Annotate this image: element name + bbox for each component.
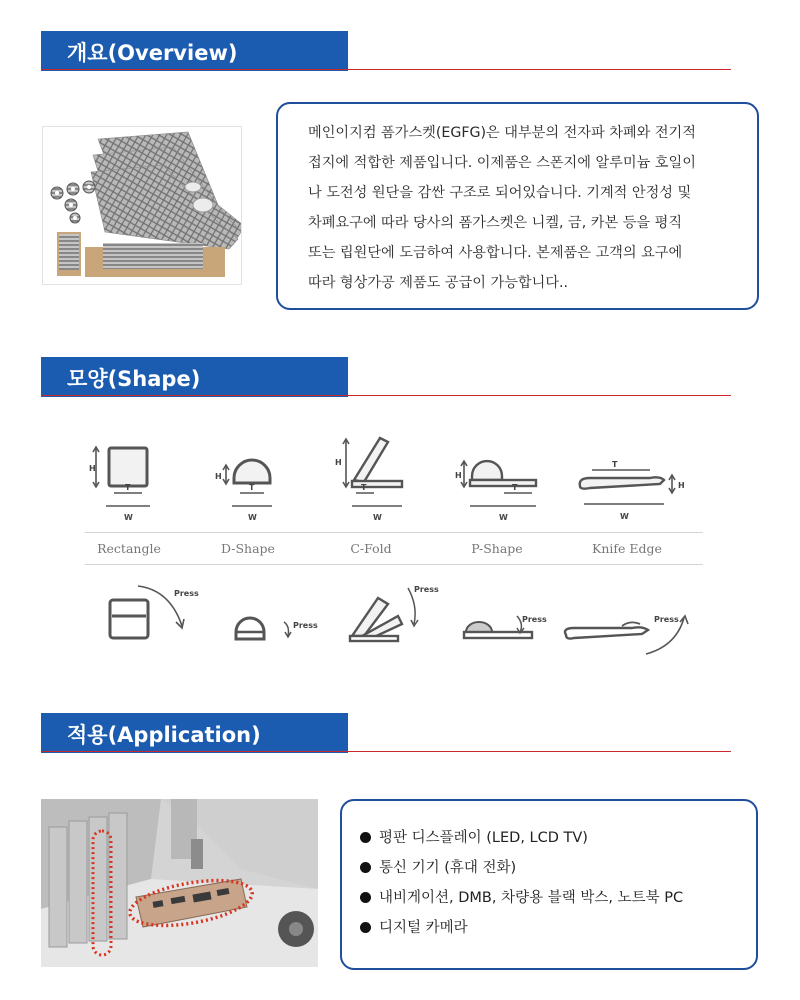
svg-text:H: H: [335, 458, 342, 467]
overview-header: [41, 31, 731, 71]
shape-divider-top: [85, 532, 703, 533]
overview-title: 개요(Overview): [67, 41, 238, 65]
svg-text:W: W: [373, 513, 382, 522]
application-header: [41, 713, 731, 753]
svg-text:Press: Press: [293, 621, 318, 630]
svg-text:T: T: [125, 483, 131, 492]
overview-line: 나 도전성 원단을 감싼 구조로 되어있습니다. 기계적 안정성 및: [308, 185, 692, 201]
shape-label-c-fold: C-Fold: [350, 541, 392, 556]
rectangle-press: [110, 586, 184, 638]
header-rule: [41, 751, 731, 752]
svg-text:Press: Press: [654, 615, 679, 624]
d-shape-profile: [223, 460, 272, 506]
svg-text:W: W: [620, 512, 629, 521]
svg-text:Press: Press: [522, 615, 547, 624]
bullet-icon: [360, 892, 371, 903]
svg-text:W: W: [124, 513, 133, 522]
overview-line: 메인이지컴 폼가스켓(EGFG)은 대부분의 전자파 차폐와 전기적: [308, 125, 696, 141]
svg-text:H: H: [455, 471, 462, 480]
application-callout: [340, 799, 758, 970]
bullet-icon: [360, 922, 371, 933]
gasket-product-photo: [42, 126, 242, 285]
svg-text:W: W: [499, 513, 508, 522]
rectangle-profile: [93, 447, 150, 506]
overview-callout: [276, 102, 759, 310]
application-title: 적용(Application): [67, 723, 261, 747]
overview-line: 차폐요구에 따라 당사의 폼가스켓은 니켈, 금, 카본 등을 평직: [308, 215, 683, 231]
overview-line: 또는 립원단에 도금하여 사용합니다. 본제품은 고객의 요구에: [308, 245, 683, 261]
svg-text:Press: Press: [414, 585, 439, 594]
d-shape-press: [236, 618, 291, 639]
svg-text:T: T: [612, 460, 618, 469]
svg-text:H: H: [215, 472, 222, 481]
application-list: [360, 823, 683, 943]
svg-text:H: H: [89, 464, 96, 473]
shape-label-rectangle: Rectangle: [97, 541, 161, 556]
shape-label-p-shape: P-Shape: [471, 541, 523, 556]
bullet-icon: [360, 832, 371, 843]
c-fold-press: [350, 588, 418, 641]
overview-line: 따라 형상가공 제품도 공급이 가능합니다..: [308, 275, 569, 291]
application-item-text: 내비게이션, DMB, 차량용 블랙 박스, 노트북 PC: [379, 890, 684, 906]
application-item-text: 디지털 카메라: [379, 920, 468, 936]
pc-case-application-photo: [41, 799, 318, 967]
list-item: [360, 853, 683, 883]
shape-divider-bottom: [85, 564, 703, 565]
list-item: [360, 913, 683, 943]
shape-title: 모양(Shape): [67, 367, 201, 391]
c-fold-profile: [343, 438, 402, 506]
overview-paragraph: [308, 118, 732, 298]
application-item-text: 평판 디스플레이 (LED, LCD TV): [379, 830, 588, 846]
application-item-text: 통신 기기 (휴대 전화): [379, 860, 517, 876]
list-item: [360, 883, 683, 913]
svg-text:W: W: [248, 513, 257, 522]
svg-text:T: T: [361, 483, 367, 492]
svg-text:Press: Press: [174, 589, 199, 598]
bullet-icon: [360, 862, 371, 873]
header-rule: [41, 69, 731, 70]
svg-text:H: H: [678, 481, 685, 490]
p-shape-profile: [461, 461, 536, 506]
knife-edge-profile: [580, 470, 675, 504]
svg-text:T: T: [249, 483, 255, 492]
shape-header: [41, 357, 731, 397]
shape-label-d-shape: D-Shape: [221, 541, 275, 556]
svg-text:T: T: [512, 483, 518, 492]
shape-label-knife-edge: Knife Edge: [592, 541, 662, 556]
overview-line: 접지에 적합한 제품입니다. 이제품은 스폰지에 알루미늄 호일이: [308, 155, 696, 171]
list-item: [360, 823, 683, 853]
header-rule: [41, 395, 731, 396]
